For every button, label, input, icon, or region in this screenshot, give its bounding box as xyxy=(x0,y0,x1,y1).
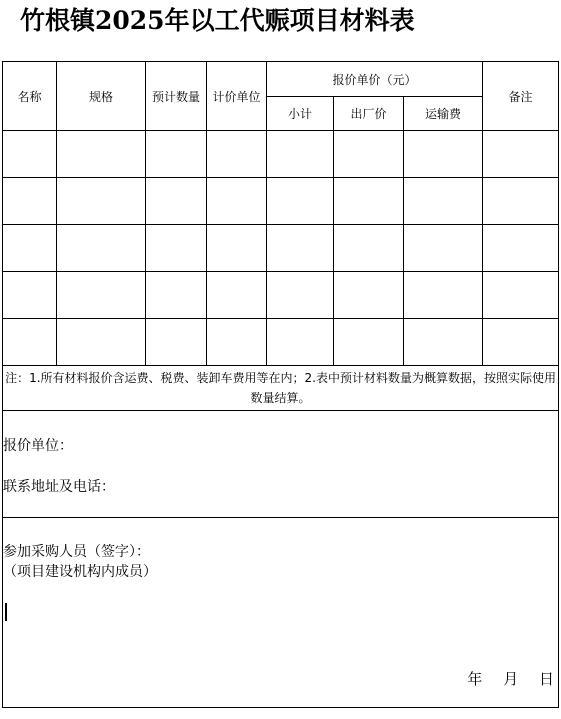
table-cell[interactable] xyxy=(483,131,559,178)
date-year-label: 年 xyxy=(467,670,483,688)
table-cell[interactable] xyxy=(3,319,57,366)
table-cell[interactable] xyxy=(483,272,559,319)
bidder-label: 报价单位： xyxy=(3,438,73,454)
contact-row xyxy=(3,411,559,518)
signature-row xyxy=(3,518,559,708)
table-cell[interactable] xyxy=(57,225,146,272)
table-cell[interactable] xyxy=(404,225,483,272)
table-cell[interactable] xyxy=(207,319,267,366)
signature-date xyxy=(451,668,554,689)
header-price-group: 报价单价（元） xyxy=(267,62,483,97)
table-cell[interactable] xyxy=(3,225,57,272)
table-cell[interactable] xyxy=(207,131,267,178)
table-cell[interactable] xyxy=(57,131,146,178)
table-cell[interactable] xyxy=(483,178,559,225)
participants-label: 参加采购人员（签字）： xyxy=(3,544,150,560)
table-cell[interactable] xyxy=(146,131,207,178)
table-cell[interactable] xyxy=(334,272,404,319)
header-remark: 备注 xyxy=(483,62,559,131)
table-cell[interactable] xyxy=(404,131,483,178)
table-cell[interactable] xyxy=(404,319,483,366)
table-row xyxy=(3,178,559,225)
table-row xyxy=(3,131,559,178)
table-cell[interactable] xyxy=(334,178,404,225)
table-cell[interactable] xyxy=(146,178,207,225)
table-row xyxy=(3,319,559,366)
text-cursor xyxy=(5,603,7,621)
table-cell[interactable] xyxy=(267,178,334,225)
table-cell[interactable] xyxy=(267,131,334,178)
contact-section xyxy=(3,411,559,518)
header-spec: 规格 xyxy=(57,62,146,131)
participants-sub-label: （项目建设机构内成员） xyxy=(3,564,157,580)
table-cell[interactable] xyxy=(3,272,57,319)
address-phone-label: 联系地址及电话： xyxy=(3,479,115,495)
table-cell[interactable] xyxy=(146,319,207,366)
table-row xyxy=(3,272,559,319)
header-row-1 xyxy=(3,62,559,97)
table-cell[interactable] xyxy=(404,272,483,319)
table-cell[interactable] xyxy=(146,272,207,319)
signature-section xyxy=(3,518,559,708)
header-factory-price: 出厂价 xyxy=(334,97,404,131)
materials-table xyxy=(2,61,559,708)
table-cell[interactable] xyxy=(207,225,267,272)
table-cell[interactable] xyxy=(3,131,57,178)
table-cell[interactable] xyxy=(483,319,559,366)
table-row xyxy=(3,225,559,272)
table-cell[interactable] xyxy=(267,272,334,319)
table-cell[interactable] xyxy=(267,319,334,366)
table-cell[interactable] xyxy=(334,319,404,366)
table-cell[interactable] xyxy=(146,225,207,272)
table-cell[interactable] xyxy=(483,225,559,272)
header-name: 名称 xyxy=(3,62,57,131)
date-month-label: 月 xyxy=(503,670,519,688)
table-cell[interactable] xyxy=(334,225,404,272)
table-cell[interactable] xyxy=(267,225,334,272)
note-row xyxy=(3,366,559,411)
table-cell[interactable] xyxy=(3,178,57,225)
document-title: 竹根镇2025年以工代赈项目材料表 xyxy=(20,6,415,35)
header-freight: 运输费 xyxy=(404,97,483,131)
table-cell[interactable] xyxy=(404,178,483,225)
table-cell[interactable] xyxy=(207,178,267,225)
header-unit: 计价单位 xyxy=(207,62,267,131)
table-cell[interactable] xyxy=(57,272,146,319)
header-subtotal: 小计 xyxy=(267,97,334,131)
table-cell[interactable] xyxy=(207,272,267,319)
date-day-label: 日 xyxy=(539,670,555,688)
table-cell[interactable] xyxy=(334,131,404,178)
note-text: 注：1.所有材料报价含运费、税费、装卸车费用等在内；2.表中预计材料数量为概算数据，按照实际使用数量结算。 xyxy=(3,366,559,411)
header-quantity: 预计数量 xyxy=(146,62,207,131)
table-cell[interactable] xyxy=(57,319,146,366)
table-cell[interactable] xyxy=(57,178,146,225)
